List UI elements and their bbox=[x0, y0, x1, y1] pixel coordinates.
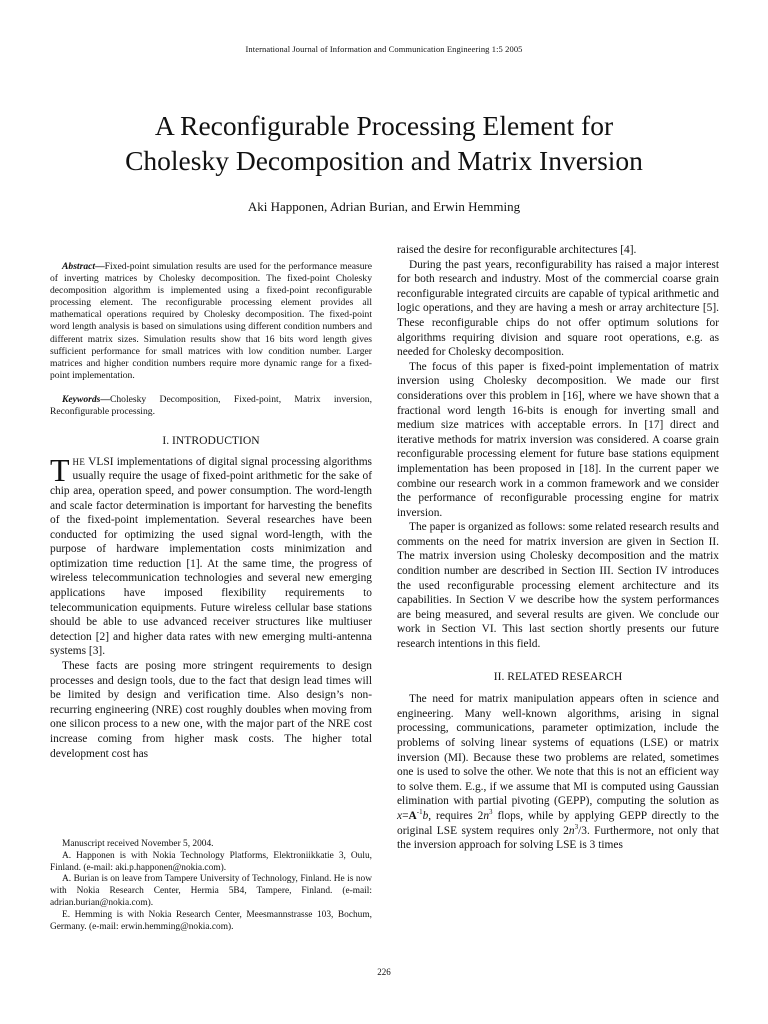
equation-equals: = bbox=[402, 809, 409, 822]
related-text-c: flops, while by applying GEPP directly to the original LSE system requires only 2 bbox=[397, 809, 719, 837]
drop-cap: T bbox=[50, 451, 70, 488]
intro-paragraph-1-text: VLSI implementations of digital signal processing algorithms usually require the usage of fixed-point arithmetic for the sake of chip area, operation speed, and power consumption. The word-length and scale factor determination is important for harvesting the benefits of the fixed-point implementation. Several researches have been conducted for optimizing the used signal word-length, with the purpose of hardware implementation costs minimization and optimization time reduction [1]. At the same time, the progress of wireless telecommunication technologies and several new emerging applications have imposed flexibility requirements to telecommunication equipments. Future wireless cellular base stations should be able to use advanced receiver structures like multiuser detection [2] and higher data rates with new emerging multi-antenna systems [3]. bbox=[50, 455, 372, 658]
body-paragraph: The paper is organized as follows: some related research results and comments on the need for matrix inversion are given in Section II. The matrix inversion using Cholesky decomposition and the matrix condition number are described in Section III. Section IV introduces the used reconfigurable processing element architecture and its capabilities. In Section V we describe how the system performances are being measured, and several results are given. We conclude our work in Section VI. This last section shortly presents our future research intentions in this field. bbox=[397, 521, 719, 651]
journal-header: International Journal of Information and Communication Engineering 1:5 2005 bbox=[245, 44, 523, 54]
abstract bbox=[50, 261, 372, 382]
keywords-label: Keywords bbox=[62, 393, 101, 405]
continued-paragraph: raised the desire for reconfigurable architectures [4]. bbox=[397, 244, 637, 256]
equation-b: b bbox=[422, 809, 429, 822]
intro-smallcaps: HE bbox=[72, 456, 86, 467]
intro-paragraph-2: These facts are posing more stringent requirements to design processes and design tools, due to the fact that design lead times will be limited by design and verification time. Also design’s non-recurring engineering (NRE) cost roughly doubles when moving from one silicon process to a new one, with the major part of the NRE cost increase coming from higher mask costs. The higher total development cost has bbox=[50, 660, 372, 760]
abstract-label: Abstract bbox=[62, 261, 96, 272]
abstract-text: Fixed-point simulation results are used for the performance measure of inverting matrices by Cholesky decomposition. The fixed-point Cholesky decomposition algorithm is implemented using a fixed-point reconfigurable processing element. The reconfigurable processing element provides all mathematical operations required by Cholesky decomposition. The fixed-point word length analysis is based on simulations using different condition numbers and different matrix sizes. Simulation results show that 16 bits word length gives sufficient performance for small matrices with low condition number. Larger matrices and higher condition numbers require more dynamic range for a fixed-point implementation. bbox=[50, 261, 372, 381]
body-paragraph: During the past years, reconfigurability has raised a major interest for both research and industry. Most of the commercial coarse grain reconfigurable integrated circuits are capable of typical arithmetic and logic operations, and they are having a mesh or array architecture [5]. These reconfigurable chips do not offer optimum solutions for algorithms requiring division and square root operations, e.g. as needed for Cholesky decomposition. bbox=[397, 258, 719, 359]
section-heading-introduction: I. INTRODUCTION bbox=[162, 434, 260, 448]
superscript-3: 3 bbox=[574, 822, 579, 831]
right-column bbox=[397, 243, 719, 853]
related-paragraph-1 bbox=[397, 692, 719, 853]
superscript-3: 3 bbox=[489, 808, 493, 817]
paper-title bbox=[40, 108, 728, 178]
title-line-1: A Reconfigurable Processing Element for bbox=[154, 110, 614, 141]
symbol-n: n bbox=[568, 824, 575, 837]
footnote: E. Hemming is with Nokia Research Center, Meesmannstrasse 103, Bochum, Germany. (e-mail: erwin.hemming@nokia.com). bbox=[50, 909, 372, 932]
title-line-2: Cholesky Decomposition and Matrix Inversion bbox=[125, 145, 643, 176]
section-heading-related-research: II. RELATED RESEARCH bbox=[493, 669, 623, 683]
keywords-text: Cholesky Decomposition, Fixed-point, Matrix inversion, Reconfigurable processing. bbox=[50, 393, 372, 418]
keywords bbox=[50, 394, 372, 418]
equation-matrix-a: A bbox=[408, 809, 417, 822]
author-list: Aki Happonen, Adrian Burian, and Erwin Hemming bbox=[247, 199, 521, 214]
equation-inverse-sup: -1 bbox=[416, 808, 423, 817]
related-text-b: , requires 2 bbox=[428, 809, 484, 822]
footnote: A. Burian is on leave from Tampere University of Technology, Finland. He is now with Nokia Research Center, Hermia 5B4, Tampere, Finland. (e-mail: adrian.burian@nokia.com). bbox=[50, 874, 372, 908]
body-paragraph: The focus of this paper is fixed-point implementation of matrix inversion using Cholesky decomposition. We made our first considerations over this problem in [16], where we have shown that a fractional word length 16-bits is enough for inverting small and medium size matrices with acceptable errors. In [17] direct and iterative methods for matrix inversion was considered. A coarse grain reconfigurable processing element for future base stations equipment implementation has been proposed in [18]. In the current paper we combine our research work in a common framework and we consider the performance of reconfigurable processing engine for matrix inversion. bbox=[397, 360, 719, 519]
related-text-d: /3. Furthermore, not only that the inversion approach for solving LSE is 3 times bbox=[397, 824, 719, 852]
equation-x: x bbox=[397, 809, 403, 822]
left-column bbox=[50, 243, 372, 761]
footnote: A. Happonen is with Nokia Technology Platforms, Elektroniikkatie 3, Oulu, Finland. (e-mail: aki.p.happonen@nokia.com). bbox=[50, 850, 372, 873]
abstract-dash: — bbox=[95, 261, 105, 272]
intro-paragraph-1 bbox=[50, 451, 372, 659]
footnote: Manuscript received November 5, 2004. bbox=[62, 839, 214, 849]
symbol-n: n bbox=[483, 809, 490, 822]
footnotes bbox=[50, 839, 372, 933]
keywords-dash: — bbox=[100, 393, 110, 405]
page-number: 226 bbox=[377, 967, 391, 977]
related-text-a: The need for matrix manipulation appears often in science and engineering. Many well-known algorithms, arising in signal processing, communications, parameter optimization, include the problems of solving linear systems of equations (LSE) or matrix inversion (MI). Because these two problems are related, sometimes one is used to solve the other. We note that this is not an efficient way to solve them. E.g., if we assume that MI is computed using Gaussian elimination with partial pivoting (GEPP), computing the solution as bbox=[397, 693, 719, 808]
